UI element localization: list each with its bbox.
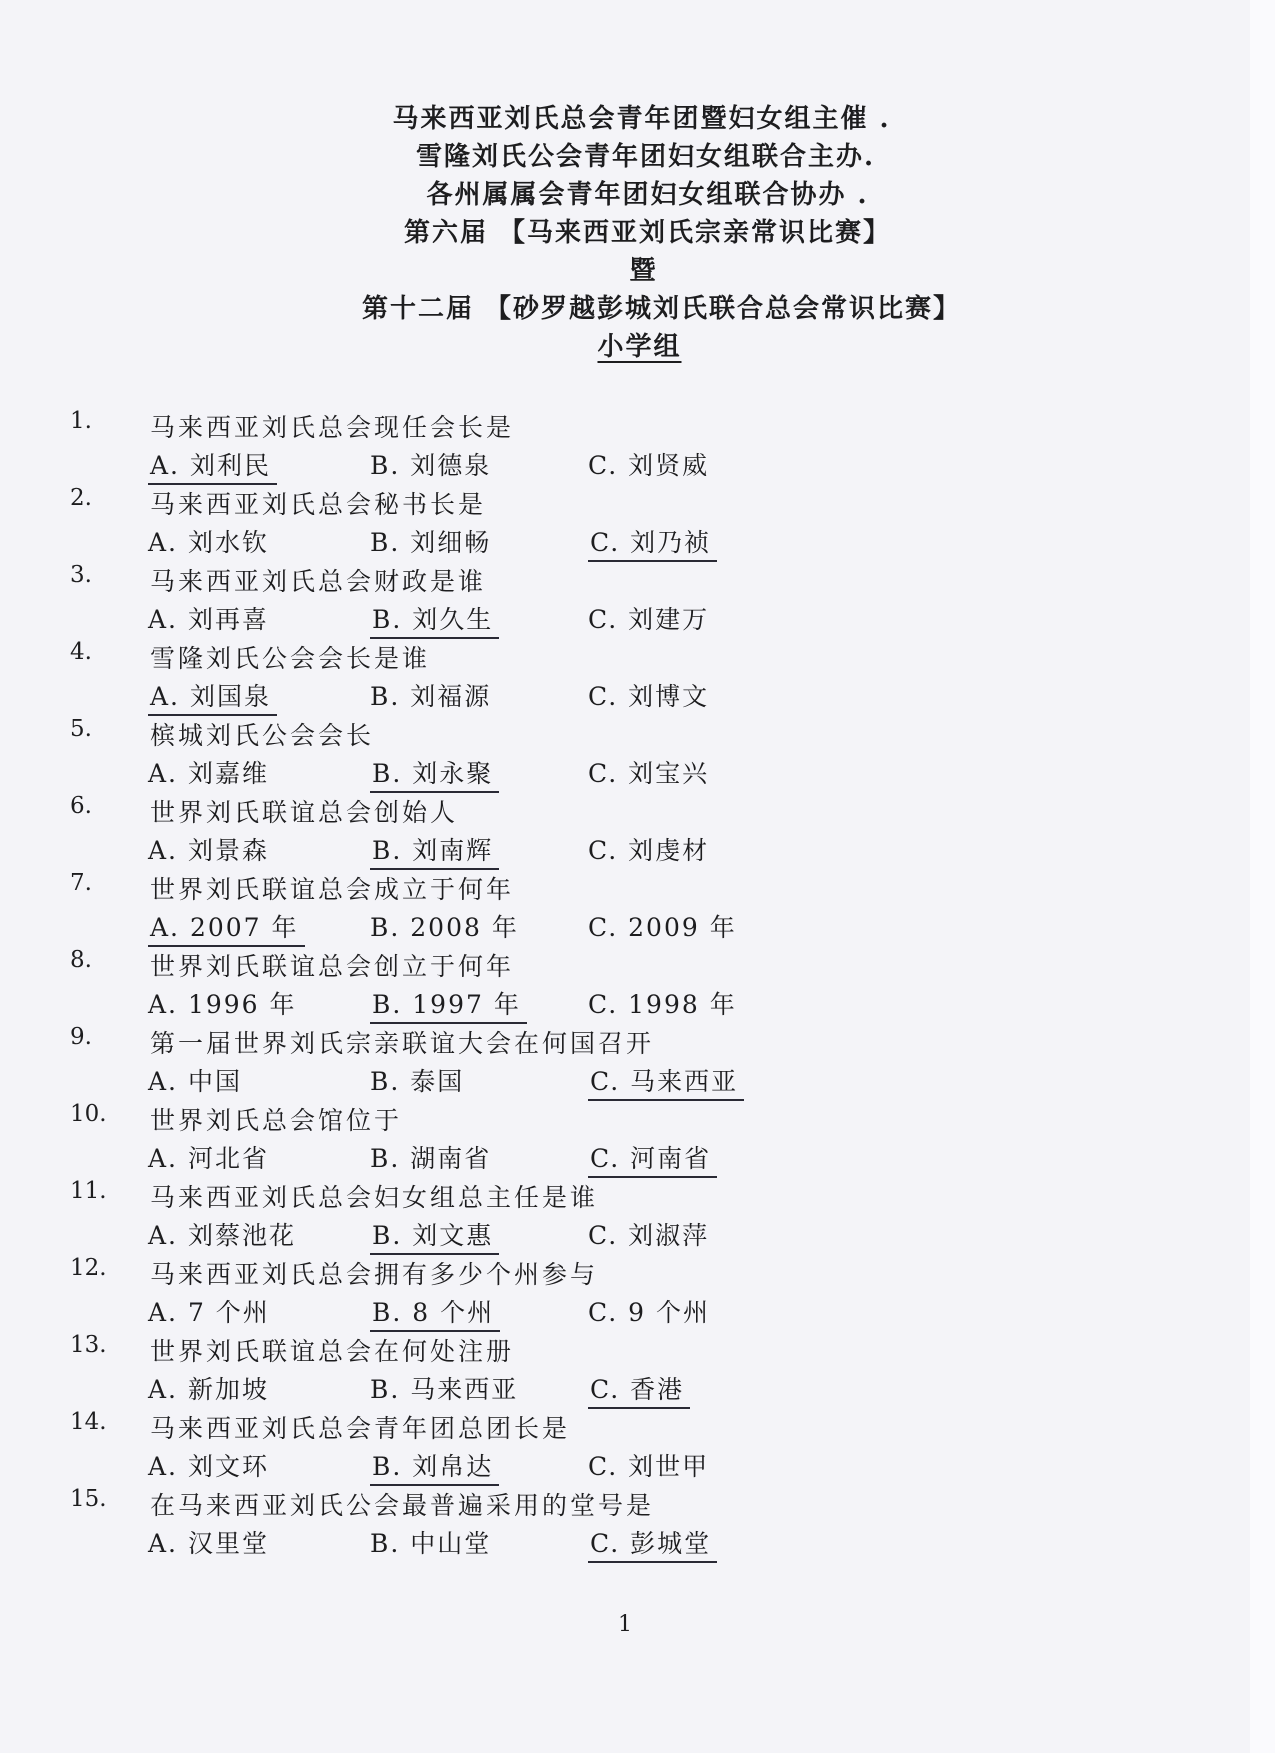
option-c: C. 刘乃祯 — [588, 523, 717, 562]
question-number: 9. — [70, 1024, 92, 1050]
question-stem: 世界刘氏联谊总会成立于何年 — [150, 875, 515, 904]
option-c: C. 刘世甲 — [588, 1452, 710, 1481]
question-number: 11. — [70, 1178, 107, 1204]
option-c: C. 2009 年 — [588, 913, 737, 942]
option-b: B. 马来西亚 — [370, 1375, 519, 1404]
question-item — [0, 1178, 1275, 1255]
question-item — [0, 639, 1275, 716]
question-stem: 马来西亚刘氏总会拥有多少个州参与 — [150, 1260, 599, 1289]
header-group-label — [2, 328, 1275, 366]
option-c: C. 刘博文 — [588, 682, 710, 711]
header-line-organizer: 马来西亚刘氏总会青年团暨妇女组主催 . — [392, 104, 891, 134]
option-a: A. 新加坡 — [148, 1375, 269, 1404]
document-header — [0, 100, 1275, 366]
option-a: A. 刘文环 — [148, 1452, 269, 1481]
option-a: A. 刘再喜 — [148, 605, 269, 634]
question-number: 1. — [70, 408, 92, 434]
option-b: B. 刘久生 — [370, 600, 499, 639]
question-number: 14. — [70, 1409, 107, 1435]
question-stem: 世界刘氏总会馆位于 — [150, 1106, 403, 1135]
option-a: A. 刘国泉 — [148, 677, 277, 716]
question-item — [0, 1409, 1275, 1486]
option-c: C. 香港 — [588, 1370, 690, 1409]
question-stem: 世界刘氏联谊总会在何处注册 — [150, 1337, 515, 1366]
option-b: B. 2008 年 — [370, 913, 519, 942]
question-number: 7. — [70, 870, 92, 896]
question-item — [0, 1255, 1275, 1332]
option-b: B. 刘福源 — [370, 682, 492, 711]
question-number: 4. — [70, 639, 92, 665]
question-item — [0, 485, 1275, 562]
question-stem: 槟城刘氏公会会长 — [150, 721, 375, 750]
question-number: 10. — [70, 1101, 107, 1127]
option-a: A. 中国 — [148, 1067, 242, 1096]
question-number: 2. — [70, 485, 92, 511]
question-stem: 马来西亚刘氏总会现任会长是 — [150, 413, 515, 442]
question-item — [0, 1101, 1275, 1178]
header-line-contest-2: 第十二届 【砂罗越彭城刘氏联合总会常识比赛】 — [361, 294, 962, 324]
question-item — [0, 408, 1275, 485]
option-a: A. 2007 年 — [148, 908, 305, 947]
question-stem: 第一届世界刘氏宗亲联谊大会在何国召开 — [150, 1029, 655, 1058]
group-title: 小学组 — [597, 332, 682, 362]
question-item — [0, 716, 1275, 793]
option-a: A. 刘景森 — [148, 836, 269, 865]
question-stem: 马来西亚刘氏总会青年团总团长是 — [150, 1414, 571, 1443]
question-item — [0, 870, 1275, 947]
option-c: C. 刘贤威 — [588, 451, 710, 480]
question-number: 8. — [70, 947, 92, 973]
question-number: 5. — [70, 716, 92, 742]
question-list — [0, 408, 1275, 1563]
option-c: C. 彭城堂 — [588, 1524, 717, 1563]
option-a: A. 刘嘉维 — [148, 759, 269, 788]
header-line-conjunction: 暨 — [629, 256, 658, 286]
question-stem: 马来西亚刘氏总会秘书长是 — [150, 490, 487, 519]
question-number: 15. — [70, 1486, 107, 1512]
option-a: A. 1996 年 — [148, 990, 297, 1019]
option-c: C. 1998 年 — [588, 990, 737, 1019]
option-c: C. 9 个州 — [588, 1298, 710, 1327]
option-b: B. 8 个州 — [370, 1293, 500, 1332]
question-item — [0, 947, 1275, 1024]
option-a: A. 刘水钦 — [148, 528, 269, 557]
question-stem: 世界刘氏联谊总会创始人 — [150, 798, 459, 827]
option-b: B. 刘文惠 — [370, 1216, 499, 1255]
option-a: A. 刘蔡池花 — [148, 1221, 296, 1250]
question-item — [0, 1024, 1275, 1101]
option-b: B. 刘南辉 — [370, 831, 499, 870]
option-b: B. 湖南省 — [370, 1144, 492, 1173]
option-b: B. 刘细畅 — [370, 528, 492, 557]
header-line-contest-1: 第六届 【马来西亚刘氏宗亲常识比赛】 — [403, 218, 892, 248]
question-stem: 马来西亚刘氏总会财政是谁 — [150, 567, 487, 596]
question-stem: 在马来西亚刘氏公会最普遍采用的堂号是 — [150, 1491, 655, 1520]
question-item — [0, 1332, 1275, 1409]
option-b: B. 中山堂 — [370, 1529, 492, 1558]
header-line-host: 雪隆刘氏公会青年团妇女组联合主办. — [415, 142, 876, 172]
question-stem: 雪隆刘氏公会会长是谁 — [150, 644, 431, 673]
option-c: C. 刘虔材 — [588, 836, 710, 865]
header-line-co-host: 各州属属会青年团妇女组联合协办 . — [426, 180, 869, 210]
option-c: C. 刘建万 — [588, 605, 710, 634]
option-a: A. 7 个州 — [148, 1298, 270, 1327]
option-c: C. 刘宝兴 — [588, 759, 710, 788]
option-b: B. 1997 年 — [370, 985, 527, 1024]
question-stem: 马来西亚刘氏总会妇女组总主任是谁 — [150, 1183, 599, 1212]
option-b: B. 刘德泉 — [370, 451, 492, 480]
question-number: 3. — [70, 562, 92, 588]
question-item — [0, 562, 1275, 639]
question-number: 13. — [70, 1332, 107, 1358]
question-item — [0, 793, 1275, 870]
option-a: A. 汉里堂 — [148, 1529, 269, 1558]
option-b: B. 刘永聚 — [370, 754, 499, 793]
page-number: 1 — [618, 1612, 632, 1637]
question-number: 6. — [70, 793, 92, 819]
question-number: 12. — [70, 1255, 107, 1281]
option-c: C. 马来西亚 — [588, 1062, 744, 1101]
option-a: A. 刘利民 — [148, 446, 277, 485]
option-c: C. 刘淑萍 — [588, 1221, 710, 1250]
option-a: A. 河北省 — [148, 1144, 269, 1173]
question-stem: 世界刘氏联谊总会创立于何年 — [150, 952, 515, 981]
option-c: C. 河南省 — [588, 1139, 717, 1178]
question-item — [0, 1486, 1275, 1563]
option-b: B. 泰国 — [370, 1067, 465, 1096]
option-b: B. 刘帛达 — [370, 1447, 499, 1486]
